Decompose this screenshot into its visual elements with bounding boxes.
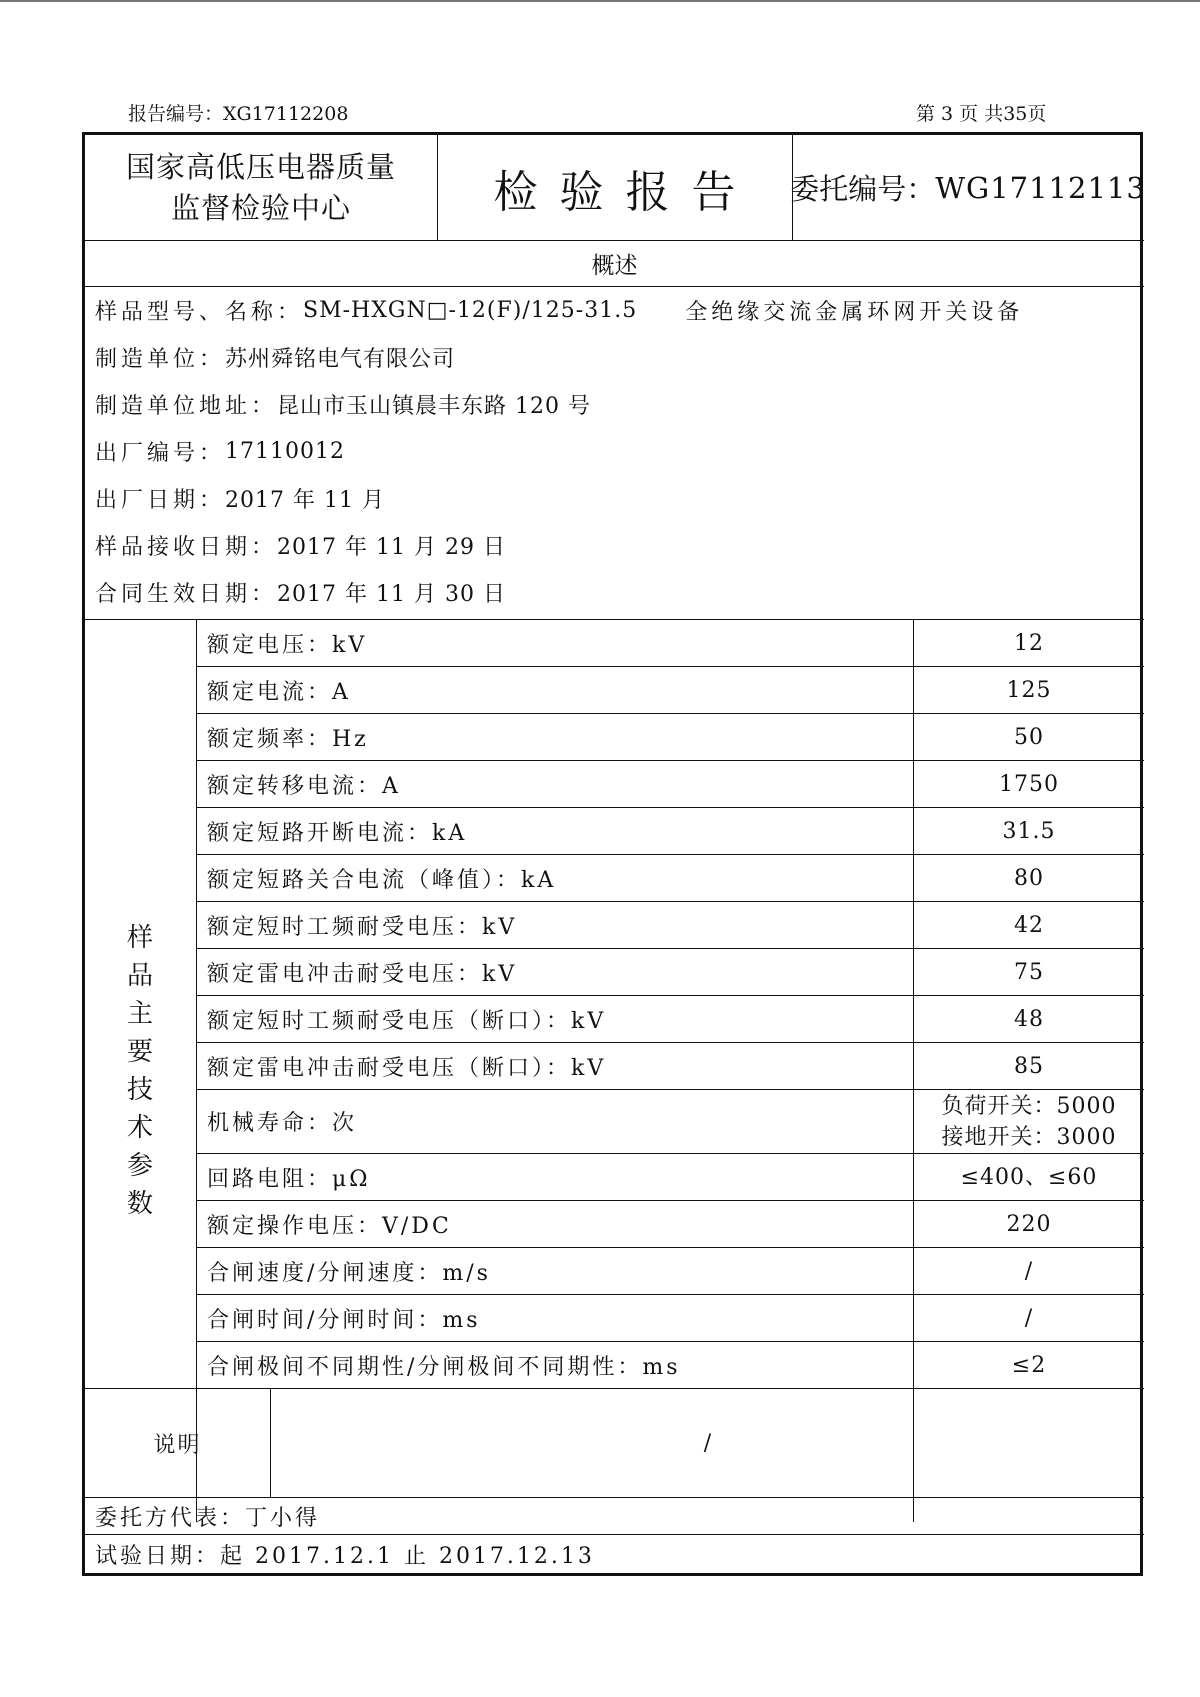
- param-label: 回路电阻：μΩ: [207, 1166, 371, 1192]
- overview-heading: 概述: [591, 252, 638, 279]
- info-receive-date: [95, 522, 506, 568]
- top-scan-edge: [0, 0, 1200, 2]
- param-label: 额定短路关合电流（峰值）：kA: [207, 867, 557, 893]
- param-value: 31.5: [1002, 818, 1056, 844]
- param-value: 负荷开关：5000 接地开关：3000: [941, 1093, 1117, 1150]
- param-value: 12: [1014, 630, 1044, 656]
- report-title: 检验报告: [493, 166, 758, 218]
- info-value: SM-HXGN□-12(F)/125-31.5: [303, 297, 638, 323]
- info-label: 出厂日期：: [95, 487, 226, 513]
- report-table: [82, 132, 1146, 1576]
- param-value: /: [1024, 1305, 1034, 1331]
- param-value: 85: [1014, 1053, 1044, 1079]
- param-value: 42: [1014, 912, 1044, 938]
- param-label: 额定转移电流：A: [207, 773, 401, 799]
- param-label: 额定雷电冲击耐受电压：kV: [207, 961, 518, 987]
- info-label: 制造单位地址：: [95, 393, 278, 419]
- param-label: 额定短时工频耐受电压：kV: [207, 914, 518, 940]
- param-label: 额定电流：A: [207, 679, 351, 705]
- param-value: 1750: [999, 771, 1059, 797]
- param-label: 额定电压：kV: [207, 632, 368, 658]
- param-value: 80: [1014, 865, 1044, 891]
- org-name-line2: 监督检验中心: [170, 190, 351, 225]
- param-value: 75: [1014, 959, 1044, 985]
- org-name-line1: 国家高低压电器质量: [125, 149, 396, 184]
- info-label: 样品型号、名称：: [95, 299, 304, 325]
- test-date: 试验日期：起 2017.12.1 止 2017.12.13: [95, 1544, 595, 1569]
- info-address: [95, 381, 591, 427]
- entrust-code: WG17112113: [935, 170, 1146, 205]
- notes-value: /: [703, 1430, 712, 1456]
- client-representative: 委托方代表：丁小得: [95, 1505, 321, 1531]
- param-value: 125: [1006, 677, 1052, 703]
- info-value: 17110012: [225, 438, 345, 464]
- param-label: 合闸时间/分闸时间：ms: [207, 1307, 481, 1333]
- title-divider: [437, 135, 438, 240]
- info-value: 2017 年 11 月 30 日: [277, 581, 506, 607]
- info-value: 2017 年 11 月: [225, 487, 385, 513]
- notes-label: 说明: [153, 1432, 202, 1458]
- param-label: 额定短时工频耐受电压（断口）：kV: [207, 1008, 607, 1034]
- title-divider: [792, 135, 793, 240]
- info-model: [95, 287, 1023, 333]
- param-value: /: [1024, 1258, 1034, 1284]
- param-value: 50: [1014, 724, 1044, 750]
- info-production-date: [95, 475, 385, 521]
- info-label: 样品接收日期：: [95, 534, 278, 560]
- page-info: 第 3 页 共35页: [916, 103, 1047, 125]
- entrust-label: 委托编号：: [790, 172, 936, 206]
- info-serial: [95, 428, 345, 474]
- param-value: ≤2: [1011, 1352, 1047, 1378]
- param-value: 48: [1014, 1006, 1044, 1032]
- info-contract-date: [95, 569, 506, 615]
- info-value: 2017 年 11 月 29 日: [277, 534, 506, 560]
- param-label: 额定操作电压：V/DC: [207, 1213, 452, 1239]
- org-name: [85, 135, 437, 240]
- param-label: 合闸极间不同期性/分闸极间不同期性：ms: [207, 1354, 681, 1380]
- info-value: 昆山市玉山镇晨丰东路 120 号: [277, 393, 591, 419]
- param-label: 额定雷电冲击耐受电压（断口）：kV: [207, 1055, 607, 1081]
- param-value: ≤400、≤60: [960, 1164, 1098, 1190]
- info-label: 出厂编号：: [95, 440, 226, 466]
- param-label: 机械寿命：次: [207, 1111, 358, 1136]
- param-label: 额定频率：Hz: [207, 726, 369, 752]
- info-value: 苏州舜铭电气有限公司: [225, 346, 456, 372]
- info-label: 制造单位：: [95, 346, 226, 372]
- param-label: 额定短路开断电流：kA: [207, 820, 468, 846]
- report-number: 报告编号：XG17112208: [128, 103, 349, 125]
- info-label: 合同生效日期：: [95, 581, 278, 607]
- param-label: 合闸速度/分闸速度：m/s: [207, 1260, 491, 1286]
- param-value: 220: [1006, 1211, 1052, 1237]
- info-extra: 全绝缘交流金属环网开关设备: [685, 299, 1024, 325]
- params-section-title: 样 品 主 要 技 术 参 数: [126, 923, 153, 1219]
- info-manufacturer: [95, 334, 455, 380]
- entrust-number: [792, 135, 1144, 240]
